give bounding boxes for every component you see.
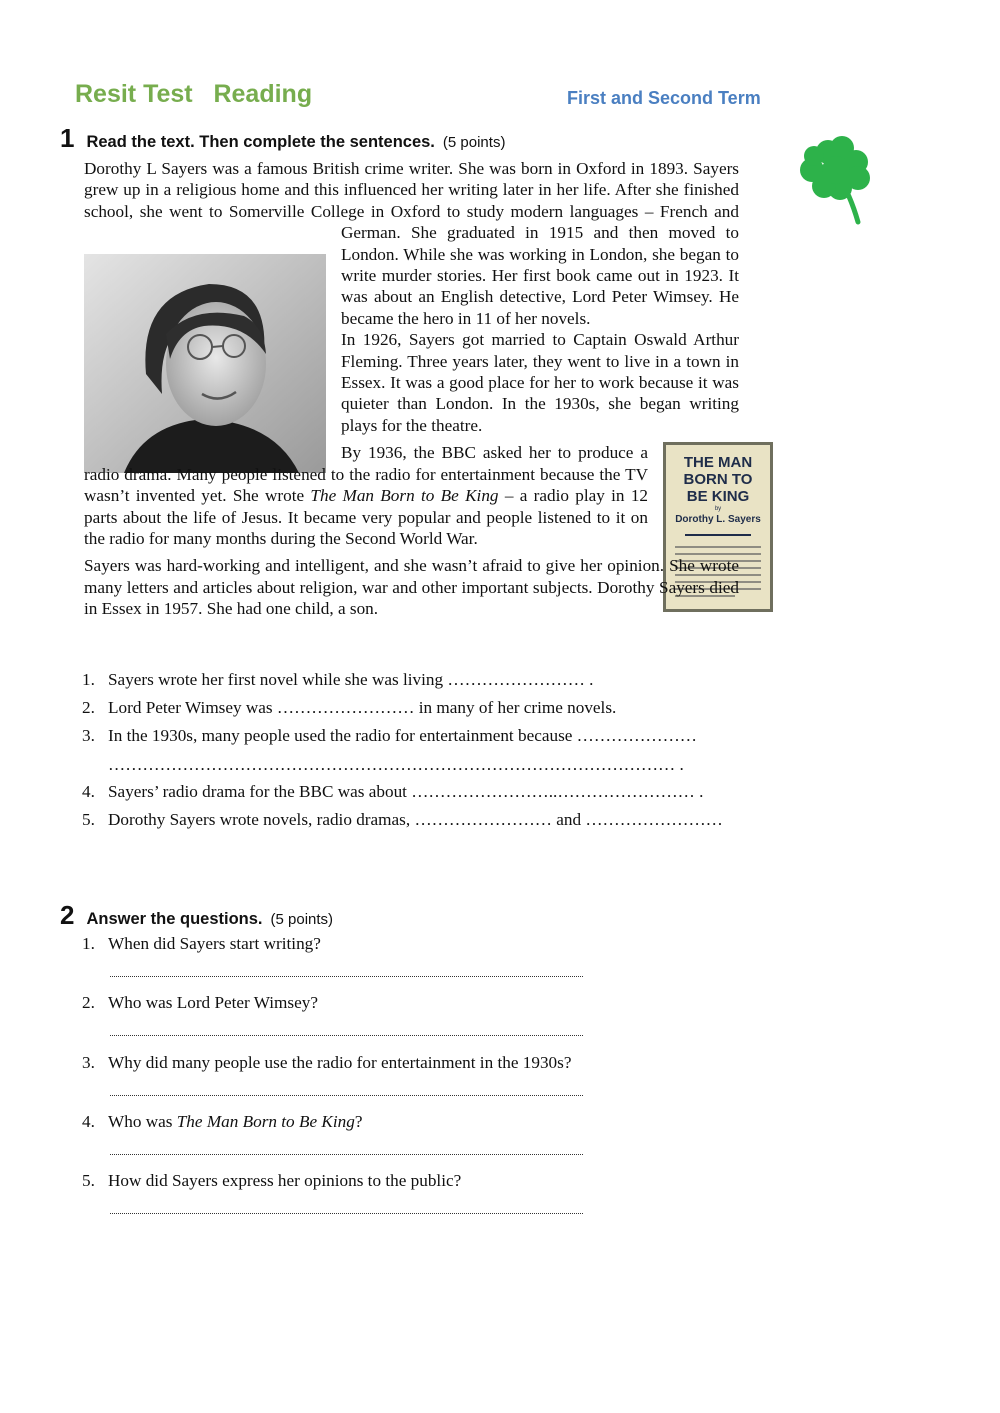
answer-line-4[interactable] <box>110 1154 583 1155</box>
answer-line-5[interactable] <box>110 1213 583 1214</box>
section2-heading <box>60 900 333 931</box>
section1-number: 1 <box>60 123 75 153</box>
question-3: 3. Why did many people use the radio for entertainment in the 1930s? <box>82 1053 572 1072</box>
answer-line-1[interactable] <box>110 976 583 977</box>
sentence-3-continued: ……………………………………………………………………………………… . <box>108 755 684 774</box>
question-5: 5. How did Sayers express her opinions to the public? <box>82 1171 462 1190</box>
section2-instruction: Answer the questions. <box>86 910 263 928</box>
section2-number: 2 <box>60 900 75 930</box>
term-label: First and Second Term <box>567 88 761 108</box>
page-title: Resit Test Reading <box>75 80 313 108</box>
sentence-2: 2. Lord Peter Wimsey was …………………… in many of her crime novels. <box>82 698 617 717</box>
sentence-4: 4. Sayers’ radio drama for the BBC was about ……………………..…………………… . <box>82 782 704 801</box>
answer-line-2[interactable] <box>110 1035 583 1036</box>
section1-instruction: Read the text. Then complete the sentences. <box>86 133 435 151</box>
sentence-5: 5. Dorothy Sayers wrote novels, radio dramas, …………………… and …………………… <box>82 810 723 829</box>
passage-paragraph-1: Dorothy L Sayers was a famous British crime writer. She was born in Oxford in 1893. Sayers grew up in a religious home and this influenced her writing later in her life. After she finished school, she went to Somerville College in Oxford to study modern languages – French and German. She graduated in 1915 and then moved to London. While she was working in London, she began to write murder stories. Her first book came out in 1923. It was about an English detective, Lord Peter Wimsey. He became the hero in 11 of her novels. <box>84 159 739 328</box>
section2-points: (5 points) <box>270 911 334 928</box>
book-cover-author: Dorothy L. Sayers <box>675 514 761 525</box>
book-cover-title: THE MAN BORN TO BE KING <box>683 454 753 505</box>
passage-paragraph-4: Sayers was hard-working and intelligent, and she wasn’t afraid to give her opinion. She wrote many letters and articles about religion, war and other important subjects. Dorothy Sayers died in Essex in 1957. She had one child, a son. <box>84 556 739 619</box>
play-title: The Man Born to Be King <box>310 486 499 506</box>
reading-passage-body <box>84 158 739 620</box>
question-4: 4. Who was The Man Born to Be King? <box>82 1112 363 1131</box>
question-2: 2. Who was Lord Peter Wimsey? <box>82 993 318 1012</box>
answer-line-3[interactable] <box>110 1095 583 1096</box>
book-cover-by: by <box>714 506 722 512</box>
passage-paragraph-3: By 1936, the BBC asked her to produce a radio drama. Many people listened to the radio for entertainment because the TV wasn’t invented yet. She wrote The Man Born to Be King – a radio play in 12 parts about the life of Jesus. It became very popular and people listened to it on the radio for many months during the Second World War. <box>84 443 649 548</box>
question-1: 1. When did Sayers start writing? <box>82 934 321 953</box>
passage-paragraph-2: In 1926, Sayers got married to Captain Oswald Arthur Fleming. Three years later, they went to live in a town in Essex. It was a good place for her to work because it was quieter than London. In the 1930s, she began writing plays for the theatre. <box>341 330 739 435</box>
section1-points: (5 points) <box>442 134 506 151</box>
shamrock-icon <box>798 132 878 227</box>
sentence-3: 3. In the 1930s, many people used the radio for entertainment because ………………… <box>82 726 697 745</box>
sentence-1: 1. Sayers wrote her first novel while she was living …………………… . <box>82 670 594 689</box>
section1-heading <box>60 123 505 154</box>
